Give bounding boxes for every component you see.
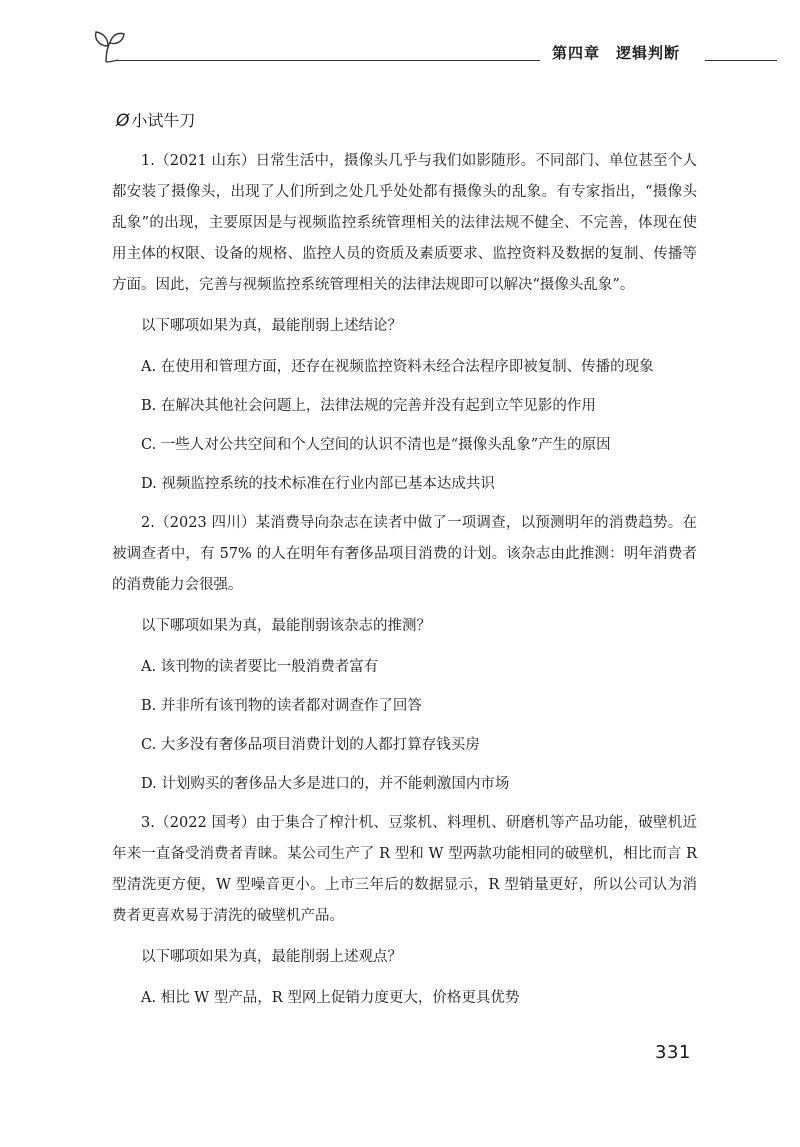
question-1-stem: 1.（2021 山东）日常生活中，摄像头几乎与我们如影随形。不同部门、单位甚至个人都安装了摄像头，出现了人们所到之处几乎处处都有摄像头的乱象。有专家指出，“摄像头乱象”的出现，主要原因是与视频监控系统管理相关的法律法规不健全、不完善，体现在使用主体的权限、设备的规格、监控人员的资质及素质要求、监控资料及数据的复制、传播等方面。因此，完善与视频监控系统管理相关的法律法规即可以解决“摄像头乱象”。 xyxy=(112,153,697,293)
question-3-prompt: 以下哪项如果为真，最能削弱上述观点？ xyxy=(141,949,402,965)
question-1-option-b: B. 在解决其他社会问题上，法律法规的完善并没有起到立竿见影的作用 xyxy=(141,398,596,414)
question-3-stem: 3.（2022 国考）由于集合了榨汁机、豆浆机、料理机、研磨机等产品功能，破壁机近年来一直备受消费者青睐。某公司生产了 R 型和 W 型两款功能相同的破壁机，相比而言 R 型清洗更方便，W 型噪音更小。上市三年后的数据显示，R 型销量更好，所以公司认为消费者更喜欢易于清洗的破壁机产品。 xyxy=(112,815,697,924)
sprout-icon xyxy=(86,28,126,64)
question-2-option-c: C. 大多没有奢侈品项目消费计划的人都打算存钱买房 xyxy=(141,737,480,753)
section-title xyxy=(112,104,697,146)
page-number: 331 xyxy=(655,1042,691,1063)
question-3-option-a: A. 相比 W 型产品，R 型网上促销力度更大，价格更具优势 xyxy=(141,990,520,1006)
chapter-title xyxy=(552,42,680,63)
question-2-option-d: D. 计划购买的奢侈品大多是进口的，并不能刺激国内市场 xyxy=(141,776,510,792)
question-2-option-b: B. 并非所有该刊物的读者都对调查作了回答 xyxy=(141,698,422,714)
question-2-stem: 2.（2023 四川）某消费导向杂志在读者中做了一项调查，以预测明年的消费趋势。在被调查者中，有 57% 的人在明年有奢侈品项目消费的计划。该杂志由此推测：明年消费者的消费能力会很强。 xyxy=(112,515,697,593)
question-1-prompt: 以下哪项如果为真，最能削弱上述结论？ xyxy=(141,318,402,334)
chapter-number: 第四章 xyxy=(552,44,601,62)
section-icon: Ø xyxy=(116,111,130,131)
question-1-option-c: C. 一些人对公共空间和个人空间的认识不清也是“摄像头乱象”产生的原因 xyxy=(141,437,611,453)
page-header xyxy=(0,0,800,80)
question-1-option-d: D. 视频监控系统的技术标准在行业内部已基本达成共识 xyxy=(141,476,495,492)
page-content xyxy=(112,104,697,1022)
header-rule-left xyxy=(116,60,540,61)
question-2-option-a: A. 该刊物的读者要比一般消费者富有 xyxy=(141,659,379,675)
question-1-option-a: A. 在使用和管理方面，还存在视频监控资料未经合法程序即被复制、传播的现象 xyxy=(141,359,654,375)
section-title-text: 小试牛刀 xyxy=(131,111,196,130)
question-2-prompt: 以下哪项如果为真，最能削弱该杂志的推测？ xyxy=(141,618,431,634)
header-rule-right xyxy=(705,60,777,61)
chapter-topic: 逻辑判断 xyxy=(616,44,681,62)
